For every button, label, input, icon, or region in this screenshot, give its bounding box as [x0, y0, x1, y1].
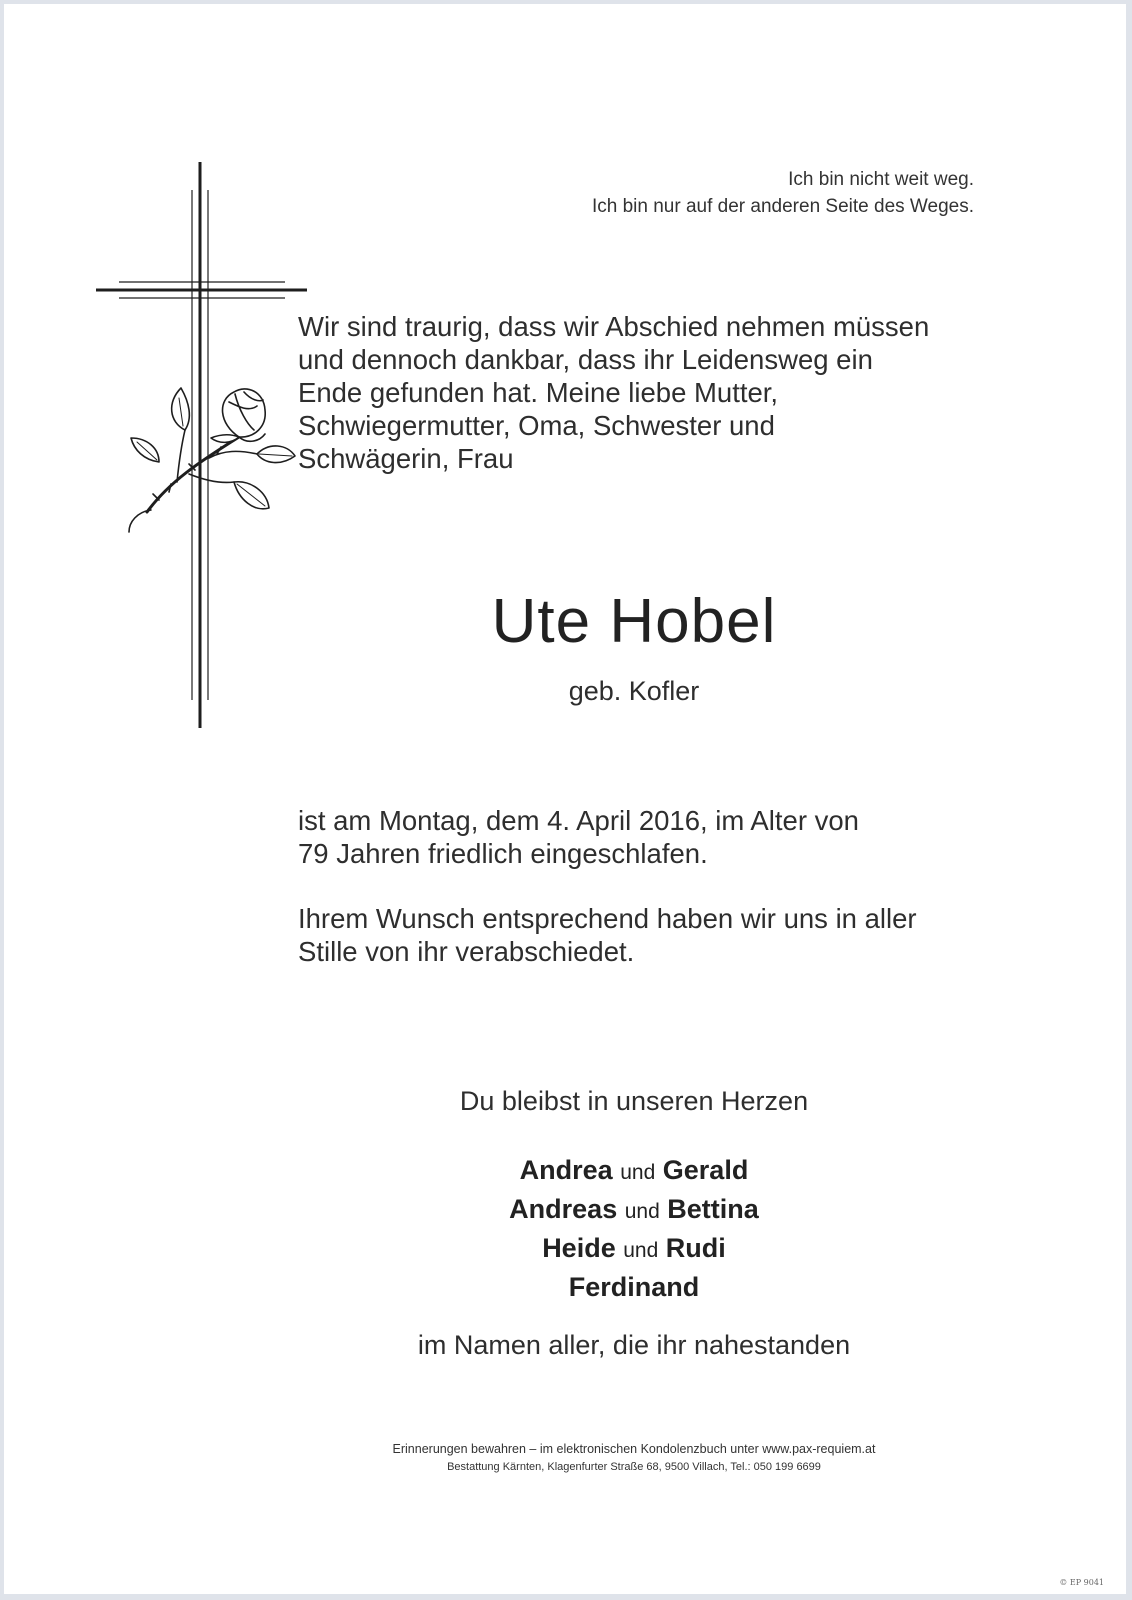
family-row: [294, 1191, 974, 1230]
intro-line: Schwiegermutter, Oma, Schwester und: [298, 410, 775, 441]
family-row: [294, 1230, 974, 1269]
motto: [424, 166, 974, 220]
family-connector: und: [624, 1200, 660, 1223]
family-member: Ferdinand: [568, 1272, 700, 1302]
footer: [294, 1440, 974, 1476]
family-member: Gerald: [662, 1155, 749, 1185]
farewell-notice: [298, 902, 1018, 968]
intro-line: Ende gefunden hat. Meine liebe Mutter,: [298, 377, 779, 408]
farewell-line: Ihrem Wunsch entsprechend haben wir uns in aller: [298, 903, 917, 934]
cross-with-rose-icon: [89, 162, 319, 742]
obituary-sheet: [4, 4, 1126, 1594]
death-notice-line: ist am Montag, dem 4. April 2016, im Alter von: [298, 805, 859, 836]
intro-line: Wir sind traurig, dass wir Abschied nehmen müssen: [298, 311, 930, 342]
footer-condolence-line: Erinnerungen bewahren – im elektronischen Kondolenzbuch unter www.pax-requiem.at: [392, 1442, 876, 1456]
death-notice: [298, 804, 1018, 870]
intro-line: Schwägerin, Frau: [298, 443, 514, 474]
family-member: Andreas: [509, 1194, 618, 1224]
death-notice-line: 79 Jahren friedlich eingeschlafen.: [298, 838, 708, 869]
closing-phrase: Du bleibst in unseren Herzen: [459, 1086, 809, 1116]
footer-address-line: Bestattung Kärnten, Klagenfurter Straße 68, 9500 Villach, Tel.: 050 199 6699: [447, 1461, 821, 1473]
farewell-line: Stille von ihr verabschiedet.: [298, 936, 635, 967]
intro-text: [298, 310, 1018, 475]
deceased-name: Ute Hobel: [491, 587, 777, 656]
family-member: Rudi: [665, 1233, 726, 1263]
family-row: [294, 1152, 974, 1191]
family-list: [294, 1152, 974, 1305]
print-code: © EP 9041: [1059, 1578, 1104, 1587]
family-member: Andrea: [519, 1155, 613, 1185]
family-row: [294, 1269, 974, 1305]
family-connector: und: [620, 1161, 656, 1184]
motto-line-2: Ich bin nur auf der anderen Seite des Weges.: [591, 196, 974, 217]
motto-line-1: Ich bin nicht weit weg.: [788, 169, 974, 190]
family-member: Bettina: [667, 1194, 759, 1224]
maiden-name: geb. Kofler: [568, 676, 700, 706]
intro-line: und dennoch dankbar, dass ihr Leidensweg ein: [298, 344, 873, 375]
family-connector: und: [623, 1239, 659, 1262]
family-member: Heide: [542, 1233, 616, 1263]
signoff: im Namen aller, die ihr nahestanden: [417, 1330, 851, 1360]
